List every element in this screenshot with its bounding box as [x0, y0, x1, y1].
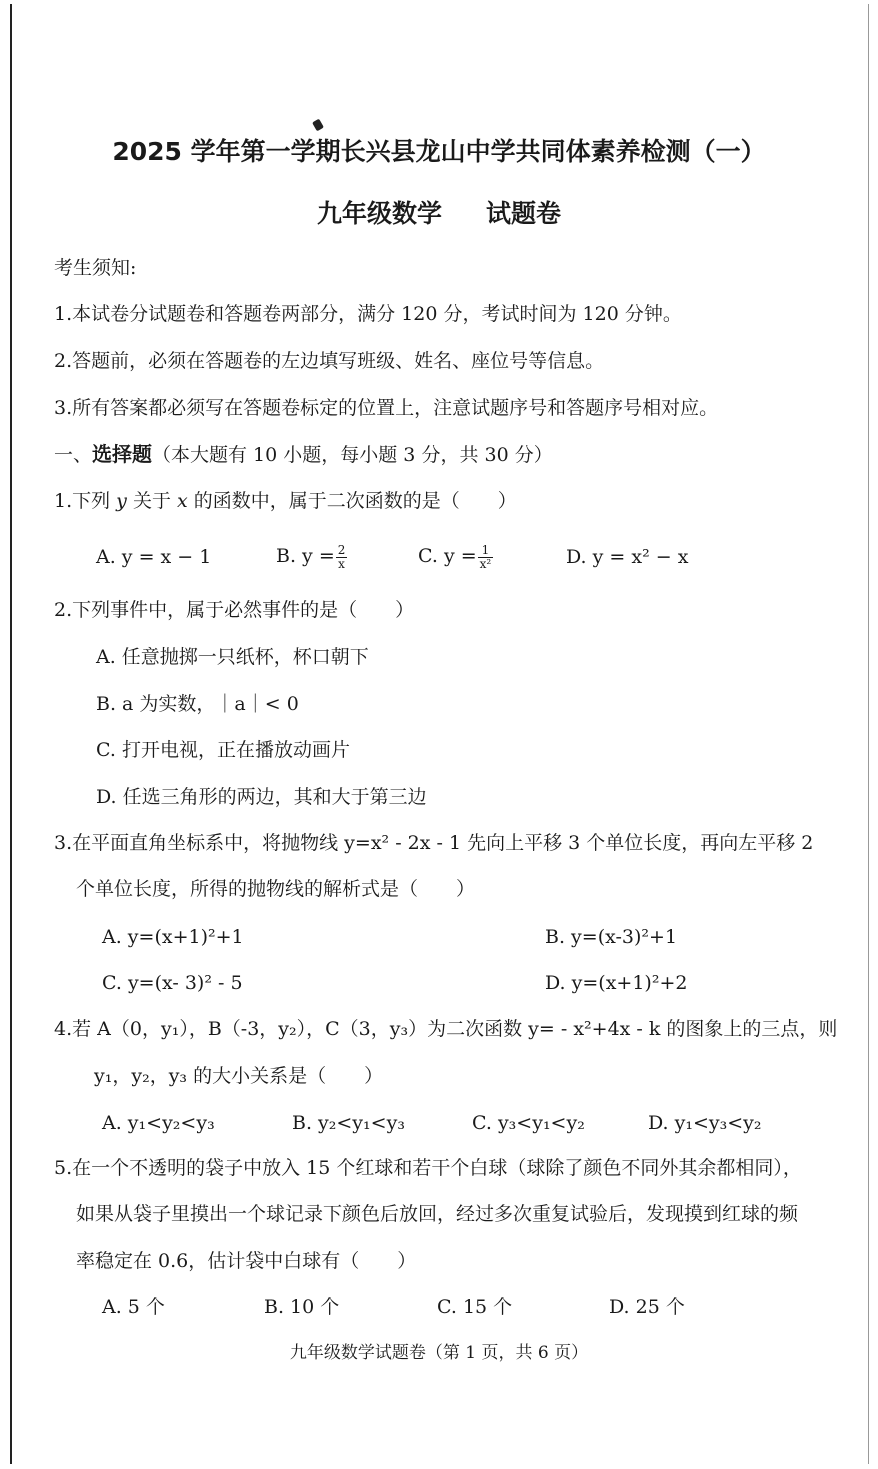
question-1-option-b: B. y = $\frac{2}{x}$ — [276, 542, 346, 571]
subtitle-subject: 九年级数学 — [316, 199, 442, 228]
question-4-stem-line-2: y₁，y₂，y₃ 的大小关系是（ ） — [94, 1065, 384, 1087]
question-3-option-b: B. y=(x-3)²+1 — [545, 926, 678, 948]
notice-item-1: 1.本试卷分试题卷和答题卷两部分，满分 120 分，考试时间为 120 分钟。 — [54, 303, 682, 325]
question-5-option-b: B. 10 个 — [264, 1296, 340, 1318]
fraction: $\frac{1}{\text{x²}}$ — [479, 542, 492, 571]
question-5-stem-line-3: 率稳定在 0.6，估计袋中白球有（ ） — [76, 1250, 417, 1272]
question-2-option-b: B. a 为实数，｜a｜< 0 — [96, 693, 299, 715]
exam-title: 2025 学年第一学期长兴县龙山中学共同体素养检测（一） — [112, 137, 766, 166]
question-1-stem: 1.下列 y 关于 x 的函数中，属于二次函数的是（ ） — [54, 490, 517, 512]
notice-item-3: 3.所有答案都必须写在答题卷标定的位置上，注意试题序号和答题序号相对应。 — [54, 397, 719, 419]
notice-heading: 考生须知: — [54, 257, 137, 279]
question-2-option-d: D. 任选三角形的两边，其和大于第三边 — [96, 786, 427, 808]
question-2-option-c: C. 打开电视，正在播放动画片 — [96, 739, 350, 761]
exam-subtitle — [0, 198, 878, 230]
question-5-option-c: C. 15 个 — [437, 1296, 513, 1318]
question-1-option-c: C. y = $\frac{1}{\text{x²}}$ — [418, 542, 492, 571]
question-4-stem-line-1: 4.若 A（0，y₁），B（-3，y₂），C（3，y₃）为二次函数 y= - x²+4x - k 的图象上的三点，则 — [54, 1018, 838, 1040]
question-4-option-c: C. y₃<y₁<y₂ — [472, 1112, 585, 1134]
question-3-option-a: A. y=(x+1)²+1 — [102, 926, 244, 948]
section-name: 选择题 — [92, 442, 153, 466]
question-3-option-c: C. y=(x- 3)² - 5 — [102, 972, 243, 994]
section-heading — [54, 442, 553, 467]
page-footer: 九年级数学试题卷（第 1 页，共 6 页） — [289, 1343, 589, 1363]
question-5-stem-line-2: 如果从袋子里摸出一个球记录下颜色后放回，经过多次重复试验后，发现摸到红球的频 — [76, 1203, 799, 1225]
question-5-stem-line-1: 5.在一个不透明的袋子中放入 15 个红球和若干个白球（球除了颜色不同外其余都相同）， — [54, 1157, 802, 1179]
question-3-stem-line-2: 个单位长度，所得的抛物线的解析式是（ ） — [76, 878, 476, 900]
question-5-option-d: D. 25 个 — [609, 1296, 685, 1318]
question-3-stem-line-1: 3.在平面直角坐标系中，将抛物线 y=x² - 2x - 1 先向上平移 3 个单位长度，再向左平移 2 — [54, 832, 814, 854]
question-2-option-a: A. 任意抛掷一只纸杯，杯口朝下 — [96, 646, 369, 668]
subtitle-type: 试题卷 — [486, 199, 562, 228]
notice-item-2: 2.答题前，必须在答题卷的左边填写班级、姓名、座位号等信息。 — [54, 350, 605, 372]
question-4-option-a: A. y₁<y₂<y₃ — [102, 1112, 215, 1134]
question-2-stem: 2.下列事件中，属于必然事件的是（ ） — [54, 599, 415, 621]
question-4-option-b: B. y₂<y₁<y₃ — [292, 1112, 405, 1134]
question-1-option-d: D. y = x² − x — [566, 546, 689, 568]
question-3-option-d: D. y=(x+1)²+2 — [545, 972, 688, 994]
question-4-option-d: D. y₁<y₃<y₂ — [648, 1112, 762, 1134]
section-number: 一、 — [54, 444, 93, 466]
question-1-option-a: A. y = x − 1 — [96, 546, 212, 568]
question-5-option-a: A. 5 个 — [102, 1296, 165, 1318]
section-note: （本大题有 10 小题，每小题 3 分，共 30 分） — [152, 444, 553, 466]
fraction: $\frac{2}{x}$ — [337, 542, 346, 571]
